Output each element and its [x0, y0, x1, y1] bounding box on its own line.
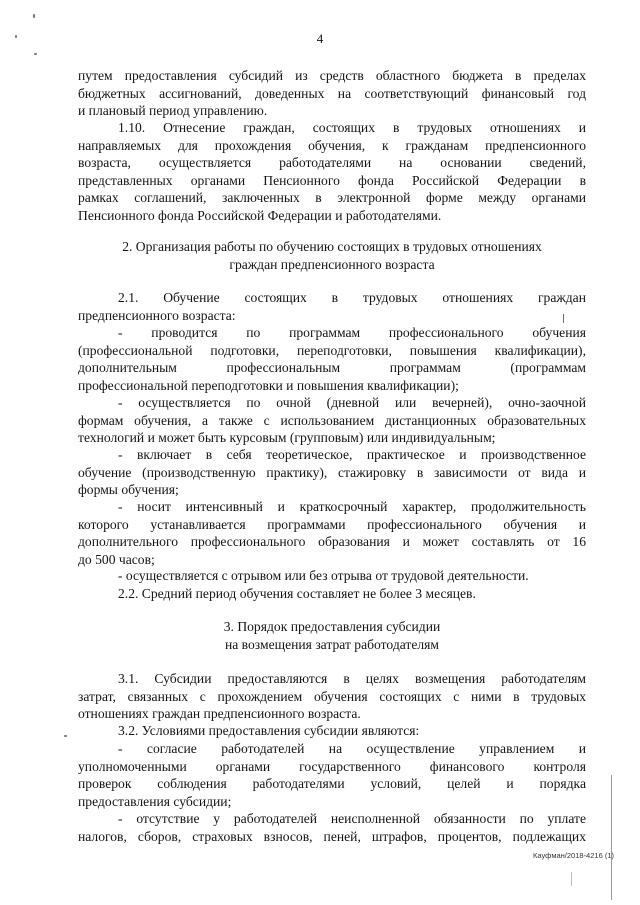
text-line: возраста, осуществляется работодателями на основании сведений, — [78, 155, 586, 171]
text-line: отношениях граждан предпенсионного возраста. — [78, 706, 361, 722]
paragraph-3-2 — [78, 722, 586, 740]
text-line: - осуществляется по очной (дневной или вечерней), очно-заочной — [118, 395, 586, 410]
text-line: - проводится по программам профессионального обучения — [118, 325, 586, 340]
text-line: дополнительным профессиональным программам (программам — [78, 360, 586, 376]
text-line: 1.10. Отнесение граждан, состоящих в трудовых отношениях и — [118, 120, 586, 135]
text-line: - включает в себя теоретическое, практическое и производственное — [118, 447, 586, 462]
heading-line: на возмещения затрат работодателям — [224, 636, 440, 652]
section-heading-2 — [78, 238, 586, 273]
text-line: налогов, сборов, страховых взносов, пеней, штрафов, процентов, подлежащих — [78, 828, 586, 844]
text-line: уполномоченными органами государственного финансового контроля — [78, 758, 586, 774]
bullet-item — [78, 740, 586, 810]
text-line: Пенсионного фонда Российской Федерации и работодателями. — [78, 207, 442, 223]
text-line: затрат, связанных с прохождением обучения состоящих с ними в трудовых — [78, 688, 586, 704]
text-line: - согласие работодателей на осуществление управлением и — [118, 741, 586, 756]
text-line: обучение (производственную практику), стажировку в зависимости от вида и — [78, 464, 586, 480]
text-line: профессиональной переподготовки и повышения квалификации); — [78, 377, 459, 393]
text-line: направляемых для прохождения обучения, к гражданам предпенсионного — [78, 137, 586, 153]
bullet-item — [78, 394, 586, 447]
bullet-item — [78, 324, 586, 394]
text-line: формы обучения; — [78, 482, 179, 498]
paragraph-3-1 — [78, 670, 586, 723]
text-line: представленных органами Пенсионного фонда Российской Федерации в — [78, 172, 586, 188]
paragraph-2-2 — [78, 585, 586, 603]
heading-line: 2. Организация работы по обучению состоящих в трудовых отношениях — [122, 239, 542, 254]
heading-line: граждан предпенсионного возраста — [229, 256, 435, 272]
scan-mark — [34, 53, 37, 55]
scan-mark — [33, 14, 35, 18]
text-line: бюджетных ассигнований, доведенных на соответствующий финансовый год — [78, 85, 586, 101]
paragraph — [78, 67, 586, 120]
text-line: - осуществляется с отрывом или без отрыва от трудовой деятельности. — [118, 568, 529, 583]
text-line: - носит интенсивный и краткосрочный характер, продолжительность — [118, 499, 586, 514]
bullet-item — [78, 498, 586, 568]
scan-mark — [64, 735, 67, 737]
text-line: - отсутствие у работодателей неисполненной обязанности по уплате — [118, 811, 586, 826]
text-line: и плановый период управлению. — [78, 103, 268, 119]
paragraph-2-1 — [78, 289, 586, 324]
text-line: 3.1. Субсидии предоставляются в целях возмещения работодателям — [118, 671, 586, 686]
bullet-item — [78, 446, 586, 499]
text-line: 2.1. Обучение состоящих в трудовых отношениях граждан — [118, 290, 586, 305]
text-line: предпенсионного возраста: — [78, 307, 236, 323]
text-line: (профессиональной подготовки, переподготовки, повышения квалификации), — [78, 342, 586, 358]
text-line: до 500 часов; — [78, 551, 155, 567]
section-heading-3 — [78, 618, 586, 653]
text-line: которого устанавливается программами профессионального обучения и — [78, 516, 586, 532]
text-line: проверок соблюдения работодателями условий, целей и порядка — [78, 776, 586, 792]
text-line: предоставления субсидии; — [78, 793, 232, 809]
bullet-item — [78, 567, 586, 585]
heading-line: 3. Порядок предоставления субсидии — [223, 619, 441, 634]
text-line: формам обучения, а также с использованием дистанционных образовательных — [78, 412, 586, 428]
text-line: рамках соглашений, заключенных в электронной форме между органами — [78, 190, 586, 206]
scan-mark — [571, 872, 572, 886]
document-code: Кауфман/2018-4216 (1) — [533, 851, 614, 860]
paragraph-1-10 — [78, 119, 586, 225]
text-line: 3.2. Условиями предоставления субсидии являются: — [118, 723, 420, 738]
page-number: 4 — [316, 31, 324, 46]
text-line: дополнительного профессионального образования и может составлять от 16 — [78, 534, 586, 550]
text-line: 2.2. Средний период обучения составляет не более 3 месяцев. — [118, 586, 476, 601]
text-line: технологий и может быть курсовым (групповым) или индивидуальным; — [78, 430, 496, 446]
scan-mark — [611, 775, 612, 900]
text-line: путем предоставления субсидий из средств областного бюджета в пределах — [78, 68, 586, 83]
bullet-item — [78, 810, 586, 845]
